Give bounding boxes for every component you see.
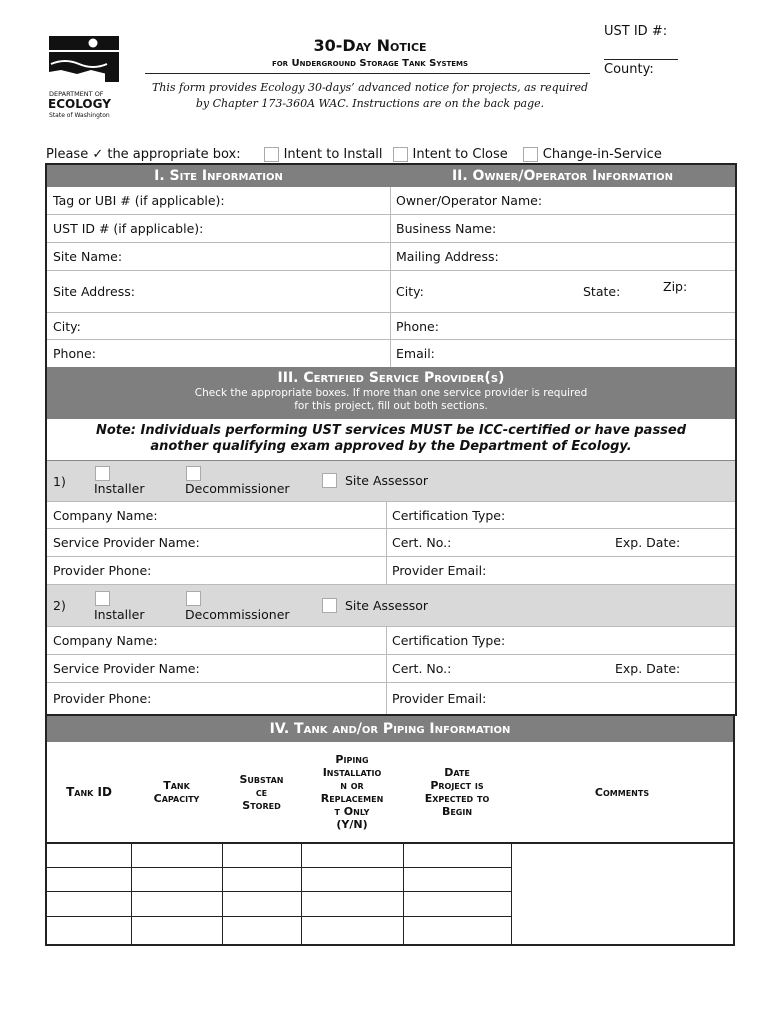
col-header-piping (301, 742, 403, 842)
comments-cell[interactable] (512, 844, 733, 944)
county-label: County: (604, 62, 654, 77)
provider-1-number: 1) (53, 473, 66, 489)
form-row (47, 683, 735, 714)
provider-1-site-assessor-checkbox[interactable] (322, 473, 337, 488)
provider-1-email-field[interactable]: Provider Email: (392, 563, 487, 578)
col-header-tank-capacity (131, 742, 222, 842)
site-phone-field[interactable]: Phone: (53, 346, 96, 361)
change-in-service-checkbox[interactable] (523, 147, 538, 162)
intent-to-close-label: Intent to Close (412, 147, 508, 162)
provider-1-installer-label: Installer (94, 481, 145, 496)
tank-id-cell[interactable] (47, 917, 131, 944)
col-header-text: ce (255, 785, 268, 799)
tank-id-cell[interactable] (47, 868, 131, 891)
owner-city-field[interactable]: City: (396, 284, 424, 299)
provider-1-service-provider-name-field[interactable]: Service Provider Name: (53, 535, 200, 550)
provider-1-company-name-field[interactable]: Company Name: (53, 507, 158, 523)
description-line-1: This form provides Ecology 30-days’ advanced notice for projects, as required (151, 81, 589, 94)
col-header-date-begin (403, 742, 511, 842)
form-title: 30-Day Notice (313, 36, 427, 55)
section-2-heading: II. Owner/Operator Information (451, 168, 674, 184)
col-header-text: Project is (430, 779, 484, 792)
provider-2-decommissioner-label: Decommissioner (185, 607, 290, 622)
provider-1-certification-type-field[interactable]: Certification Type: (392, 507, 506, 523)
provider-1-installer-checkbox[interactable] (95, 466, 110, 481)
owner-email-field[interactable]: Email: (396, 346, 435, 361)
section-3-instructions-1: Check the appropriate boxes. If more than one service provider is required (194, 387, 588, 399)
section-3-heading: III. Certified Service Provider(s) (277, 370, 505, 386)
provider-2-company-name-field[interactable]: Company Name: (53, 633, 158, 648)
note-line-1: Note: Individuals performing UST services MUST be ICC-certified or have passed (95, 423, 687, 438)
svg-text:DEPARTMENT OF: DEPARTMENT OF (49, 90, 104, 98)
business-name-field[interactable]: Business Name: (396, 221, 497, 236)
tank-id-cell[interactable] (47, 844, 131, 867)
col-header-text: (Y/N) (336, 818, 368, 831)
provider-2-phone-field[interactable]: Provider Phone: (53, 691, 152, 706)
col-divider (403, 842, 404, 944)
provider-2-site-assessor-label: Site Assessor (345, 598, 429, 613)
form-row (47, 187, 735, 215)
description-line-2: by Chapter 173-360A WAC. Instructions are on the back page. (195, 97, 545, 110)
ust-id-box (604, 22, 684, 78)
col-header-tank-id-text: Tank ID (66, 784, 112, 799)
notice-type-prompt: Please ✓ the appropriate box: (46, 147, 241, 162)
provider-1-decommissioner-label: Decommissioner (185, 481, 290, 496)
svg-text:State of Washington: State of Washington (49, 112, 110, 119)
col-header-text: Replacemen (320, 792, 384, 805)
col-header-text: Tank (163, 779, 190, 792)
provider-2-installer-label: Installer (94, 607, 145, 622)
provider-2-service-provider-name-field[interactable]: Service Provider Name: (53, 661, 200, 676)
col-header-comments-text: Comments (594, 785, 650, 799)
col-header-substance-stored (222, 742, 301, 842)
provider-2-decommissioner-checkbox[interactable] (186, 591, 201, 606)
owner-state-field[interactable]: State: (583, 284, 621, 299)
form-row (47, 529, 735, 557)
col-header-text: Begin (441, 805, 473, 818)
col-header-text: Capacity (153, 792, 200, 805)
provider-2-email-field[interactable]: Provider Email: (392, 691, 487, 706)
site-address-field[interactable]: Site Address: (53, 284, 135, 299)
site-name-field[interactable]: Site Name: (53, 249, 123, 264)
provider-2-installer-checkbox[interactable] (95, 591, 110, 606)
col-divider (301, 842, 302, 944)
col-header-tank-id (47, 742, 131, 842)
notice-type-selector (46, 147, 662, 162)
form-row (47, 215, 735, 243)
intent-to-install-label: Intent to Install (283, 147, 383, 162)
site-city-field[interactable]: City: (53, 318, 81, 334)
title-divider (145, 73, 590, 74)
owner-phone-field[interactable]: Phone: (396, 318, 439, 334)
provider-2-certification-type-field[interactable]: Certification Type: (392, 633, 506, 648)
form-row (47, 502, 735, 529)
col-divider (222, 842, 223, 944)
provider-1-type-row (47, 461, 735, 502)
tag-ubi-field[interactable]: Tag or UBI # (if applicable): (53, 193, 225, 208)
col-header-text: Piping (335, 753, 369, 766)
section-4-heading: IV. Tank and/or Piping Information (47, 716, 733, 742)
col-header-text: Expected to (424, 792, 490, 805)
form-row (47, 557, 735, 585)
col-header-text: t Only (334, 805, 370, 818)
site-owner-provider-table (45, 163, 737, 716)
form-subtitle: for Underground Storage Tank Systems (271, 58, 469, 69)
col-header-text: Date (444, 766, 470, 779)
provider-1-decommissioner-checkbox[interactable] (186, 466, 201, 481)
form-row (47, 313, 735, 340)
form-description (140, 80, 600, 112)
section-headers-row (47, 165, 735, 187)
col-header-comments (511, 742, 733, 842)
ust-id-field[interactable] (604, 42, 678, 60)
col-header-text: n or (340, 779, 364, 792)
ecology-logo-icon (47, 34, 125, 120)
provider-2-site-assessor-checkbox[interactable] (322, 598, 337, 613)
section-3-instructions-2: for this project, fill out both sections. (294, 400, 488, 412)
provider-2-cert-no-field[interactable]: Cert. No.: (392, 661, 452, 676)
svg-text:ECOLOGY: ECOLOGY (48, 97, 111, 111)
icc-certification-note (47, 419, 735, 461)
tank-id-cell[interactable] (47, 892, 131, 916)
intent-to-install-checkbox[interactable] (264, 147, 279, 162)
intent-to-close-checkbox[interactable] (393, 147, 408, 162)
col-header-text: Substan (239, 772, 284, 786)
ecology-logo (47, 34, 125, 120)
form-row (47, 271, 735, 313)
change-in-service-label: Change-in-Service (542, 147, 662, 162)
ust-id-label: UST ID #: (604, 24, 668, 39)
form-row (47, 340, 735, 367)
mailing-address-field[interactable]: Mailing Address: (396, 249, 499, 264)
provider-2-type-row (47, 585, 735, 627)
tank-piping-table (45, 716, 735, 946)
provider-1-site-assessor-label: Site Assessor (345, 473, 429, 488)
provider-2-exp-date-field[interactable]: Exp. Date: (615, 661, 681, 676)
col-header-text: Installatio (322, 766, 382, 779)
form-row (47, 655, 735, 683)
provider-2-number: 2) (53, 598, 66, 613)
provider-1-phone-field[interactable]: Provider Phone: (53, 563, 152, 578)
col-divider (131, 842, 132, 944)
note-line-2: another qualifying exam approved by the Department of Ecology. (150, 439, 632, 454)
owner-operator-name-field[interactable]: Owner/Operator Name: (396, 193, 543, 208)
site-ust-id-field[interactable]: UST ID # (if applicable): (53, 221, 204, 236)
col-header-text: Stored (242, 798, 281, 812)
owner-zip-field[interactable]: Zip: (663, 279, 688, 294)
section-1-heading: I. Site Information (154, 168, 283, 184)
form-row (47, 243, 735, 271)
provider-1-exp-date-field[interactable]: Exp. Date: (615, 535, 681, 550)
provider-1-cert-no-field[interactable]: Cert. No.: (392, 535, 452, 550)
form-row (47, 627, 735, 655)
section-3-header (47, 367, 735, 419)
